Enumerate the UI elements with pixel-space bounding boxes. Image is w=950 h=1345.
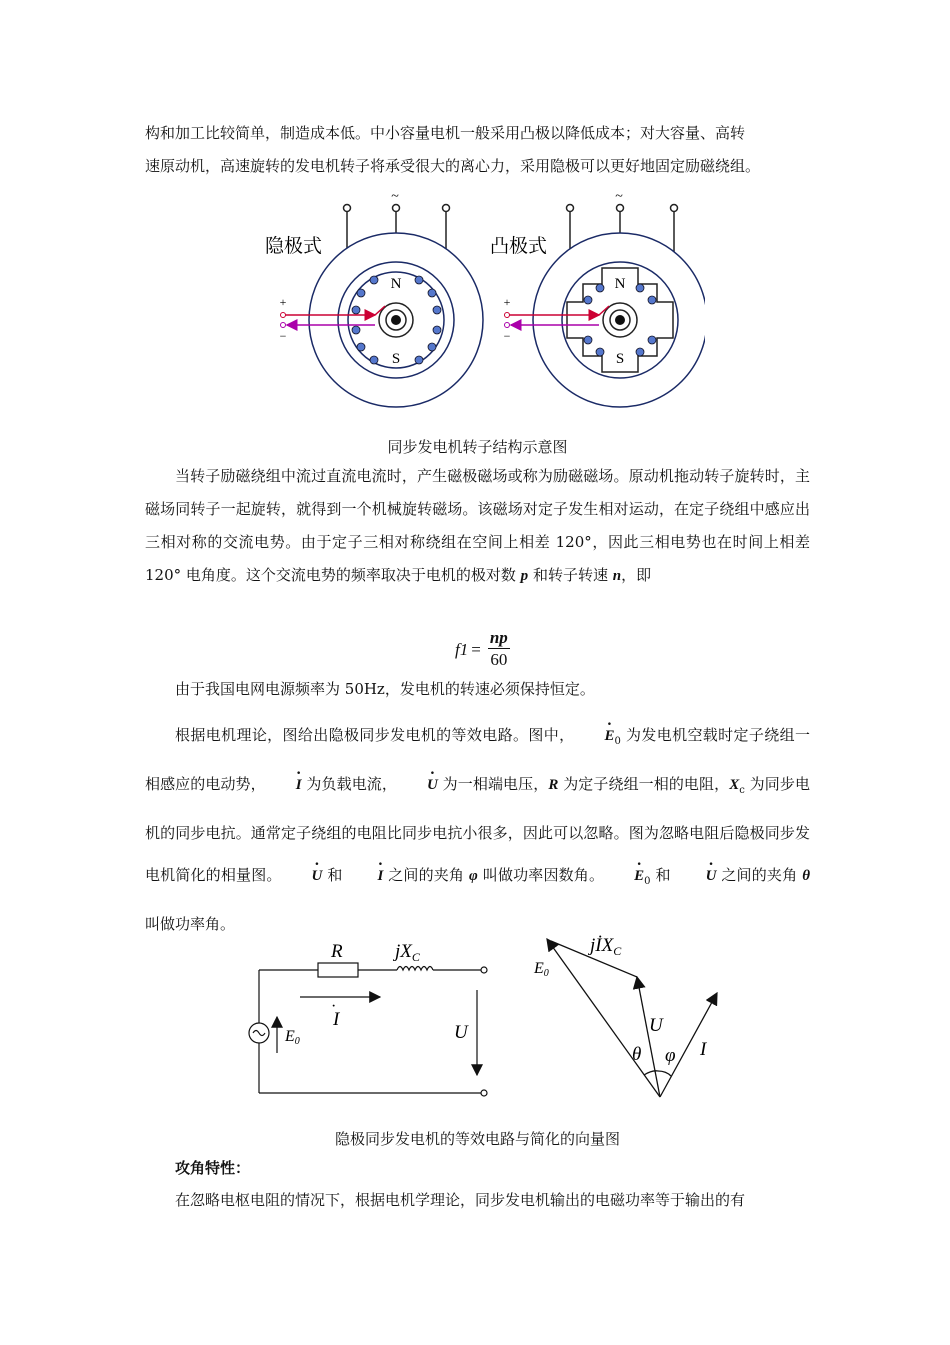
jixc-label: jİX$_C$ bbox=[590, 935, 622, 958]
right-plus: + bbox=[503, 295, 511, 309]
voltage-label: U bbox=[454, 1022, 468, 1043]
paragraph-last-line: 在忽略电枢电阻的情况下，根据电机学理论，同步发电机输出的电磁功率等于输出的有 bbox=[175, 1191, 746, 1209]
reactance-label: $jX_C$ bbox=[395, 941, 420, 964]
left-south-label: S bbox=[391, 351, 401, 367]
paragraph-equivalent-circuit: 根据电机理论，图给出隐极同步发电机的等效电路。图中，· $E_0$ 为发电机空载时定子绕组一相感应的电动势，· I 为负载电流，· U 为一相端电压，R 为定子绕组一相的电阻，$X_c$ 为同步电机的同步电抗。通常定子绕组的电阻比同步电抗小很多，因此可以忽略。图为忽略电阻后隐极同步发电机简化的相量图。· U 和 · I 之间的夹角 φ 叫做功率因数角。· $E_0$ 和 · U 之间的夹角 θ 叫做功率角。 bbox=[145, 714, 810, 945]
salient-pole-label: 凸极式 bbox=[490, 235, 548, 257]
hidden-pole-label: 隐极式 bbox=[265, 235, 323, 257]
frequency-formula: f1 = $\frac{np}{60}$ bbox=[455, 628, 508, 669]
phasor-current-label: I bbox=[700, 1039, 707, 1060]
equivalent-circuit-figure bbox=[245, 925, 735, 1115]
phasor-diagram bbox=[547, 939, 717, 1097]
power-factor-angle-label: φ bbox=[665, 1045, 676, 1066]
current-dot: · bbox=[331, 998, 337, 1015]
power-angle-label: θ bbox=[632, 1044, 642, 1065]
right-ac-symbol: ~ bbox=[615, 189, 623, 204]
paragraph-grid-frequency: 由于我国电网电源频率为 50Hz，发电机的转速必须保持恒定。 bbox=[175, 680, 595, 698]
section-heading: 攻角特性： bbox=[175, 1159, 251, 1177]
intro-line-2: 速原动机，高速旋转的发电机转子将承受很大的离心力，采用隐极可以更好地固定励磁绕组。 bbox=[145, 157, 761, 175]
phasor-voltage-label: U bbox=[649, 1015, 663, 1036]
left-north-label: N bbox=[390, 276, 402, 292]
paragraph-rotor-field: 当转子励磁绕组中流过直流电流时，产生磁极磁场或称为励磁磁场。原动机拖动转子旋转时，主磁场同转子一起旋转，就得到一个机械旋转磁场。该磁场对定子发生相对运动，在定子绕组中感应出三相对称的交流电势。由于定子三相对称绕组在空间上相差 120°，因此三相电势也在时间上相差 120° 电角度。这个交流电势的频率取决于电机的极对数 p 和转子转速 n，即 bbox=[145, 467, 810, 584]
circuit-figure-caption: 隐极同步发电机的等效电路与简化的向量图 bbox=[334, 1130, 620, 1148]
right-north-label: N bbox=[614, 276, 626, 292]
left-ac-symbol: ~ bbox=[391, 189, 399, 204]
intro-line-1: 构和加工比较简单，制造成本低。中小容量电机一般采用凸极以降低成本；对大容量、高转 bbox=[145, 124, 746, 142]
emf-label: E0 bbox=[285, 1028, 300, 1047]
right-minus: − bbox=[503, 329, 511, 343]
resistor-label: R bbox=[331, 941, 343, 962]
rotor-structure-figure bbox=[255, 188, 705, 428]
right-south-label: S bbox=[615, 351, 625, 367]
left-minus: − bbox=[279, 329, 287, 343]
current-label: I bbox=[333, 1009, 340, 1030]
rotor-figure-caption: 同步发电机转子结构示意图 bbox=[387, 438, 568, 456]
left-plus: + bbox=[279, 295, 287, 309]
phasor-emf-label: E0 bbox=[534, 960, 549, 979]
